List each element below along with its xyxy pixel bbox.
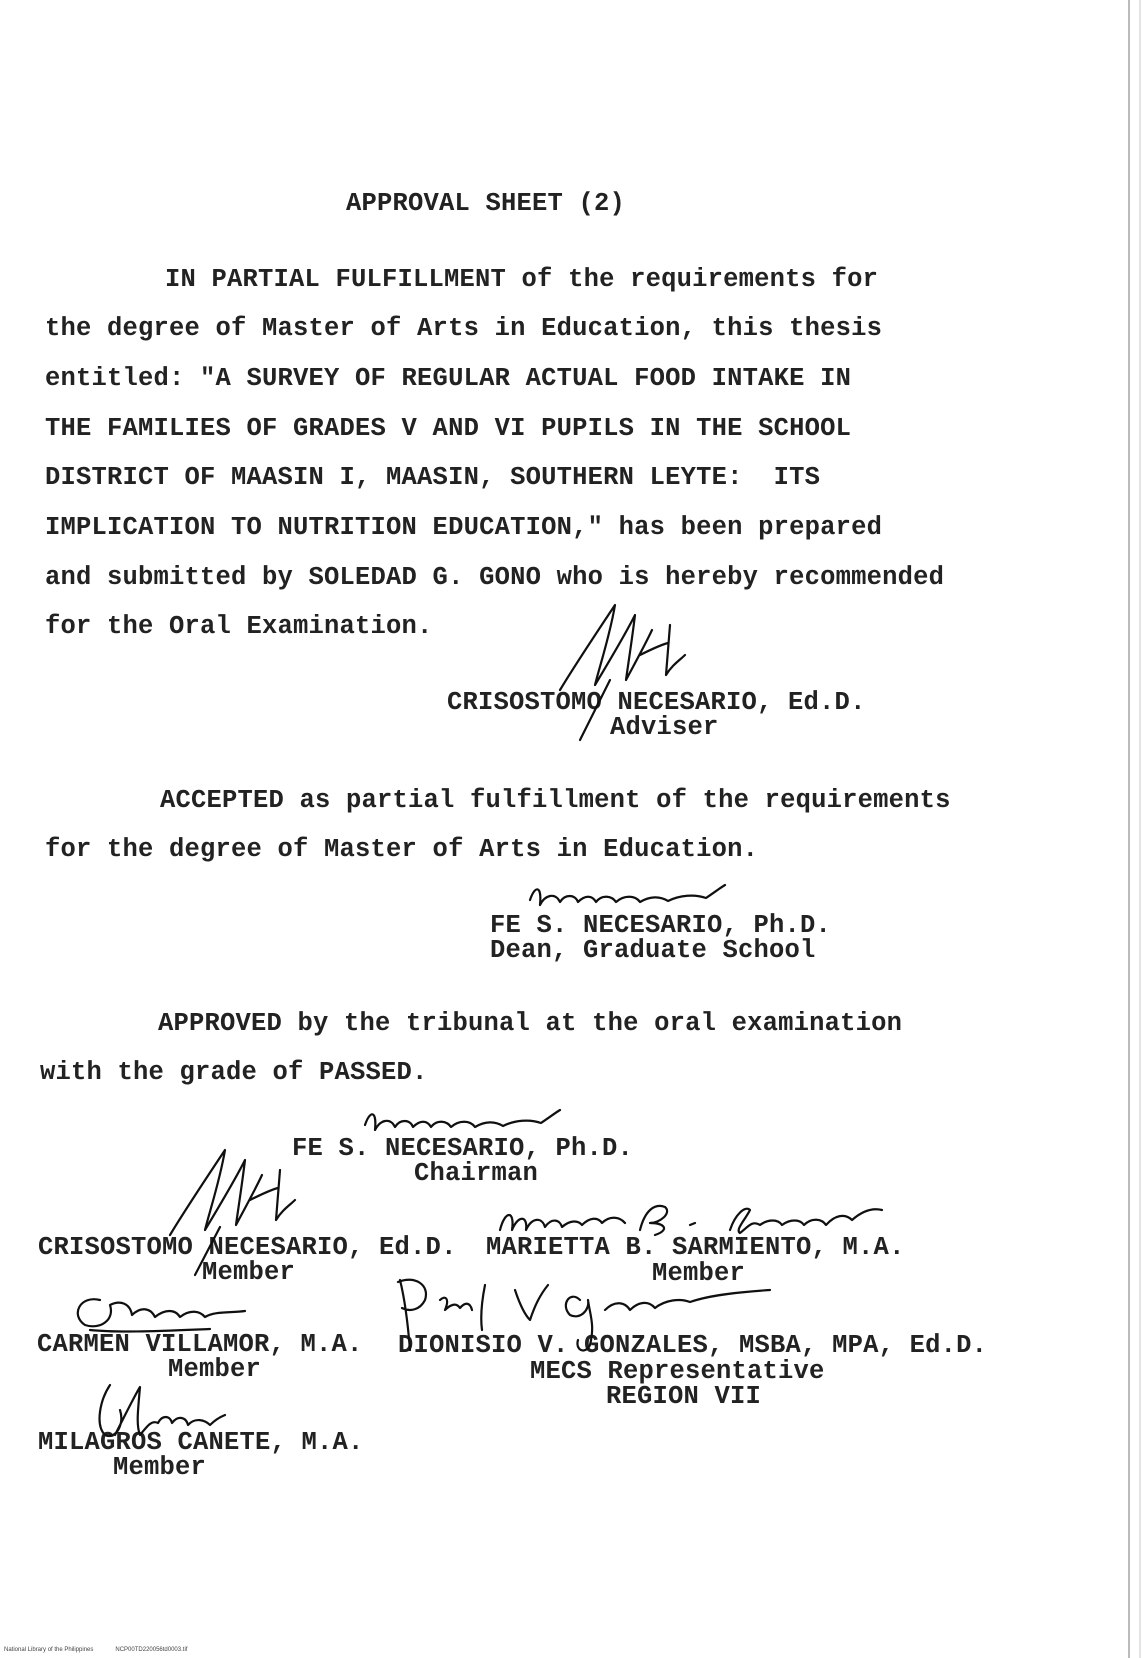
recommendation-line: THE FAMILIES OF GRADES V AND VI PUPILS IN THE SCHOOL bbox=[45, 414, 852, 443]
member-name-villamor: CARMEN VILLAMOR, M.A. bbox=[37, 1330, 363, 1359]
adviser-role: Adviser bbox=[610, 713, 719, 742]
member-name-necesario: CRISOSTOMO NECESARIO, Ed.D. bbox=[38, 1233, 457, 1262]
member-role-villamor: Member bbox=[168, 1355, 262, 1384]
signature-sarmiento bbox=[490, 1195, 910, 1245]
acceptance-line: for the degree of Master of Arts in Education. bbox=[45, 835, 759, 864]
member-role-canete: Member bbox=[113, 1453, 207, 1482]
member-name-canete: MILAGROS CANETE, M.A. bbox=[38, 1428, 364, 1457]
chairman-role: Chairman bbox=[414, 1159, 539, 1188]
signature-gonzales bbox=[390, 1270, 790, 1360]
approval-line: APPROVED by the tribunal at the oral examination bbox=[158, 1009, 903, 1038]
signature-dean bbox=[520, 880, 740, 920]
approval-line: with the grade of PASSED. bbox=[40, 1058, 428, 1087]
member-name-gonzales: DIONISIO V. GONZALES, MSBA, MPA, Ed.D. bbox=[398, 1331, 988, 1360]
recommendation-line: IMPLICATION TO NUTRITION EDUCATION," has been prepared bbox=[45, 513, 883, 542]
footer-library: National Library of the Philippines bbox=[4, 1647, 94, 1653]
signature-canete bbox=[90, 1375, 240, 1450]
signature-chairman bbox=[355, 1105, 575, 1145]
member-role-sarmiento: Member bbox=[652, 1259, 746, 1288]
recommendation-line: entitled: "A SURVEY OF REGULAR ACTUAL FOOD INTAKE IN bbox=[45, 364, 852, 393]
document-title: APPROVAL SHEET (2) bbox=[346, 189, 626, 218]
scan-footer bbox=[4, 1646, 209, 1654]
signature-necesario-member bbox=[150, 1135, 320, 1285]
adviser-name: CRISOSTOMO NECESARIO, Ed.D. bbox=[447, 688, 866, 717]
chairman-name: FE S. NECESARIO, Ph.D. bbox=[292, 1134, 634, 1163]
signature-adviser bbox=[540, 585, 710, 745]
footer-file-id: NCP00TD220056td0003.tif bbox=[115, 1647, 188, 1653]
dean-name: FE S. NECESARIO, Ph.D. bbox=[490, 911, 832, 940]
recommendation-line: for the Oral Examination. bbox=[45, 612, 433, 641]
member-role-gonzales: MECS Representative bbox=[530, 1357, 825, 1386]
member-region-gonzales: REGION VII bbox=[606, 1382, 762, 1411]
dean-role: Dean, Graduate School bbox=[490, 936, 816, 965]
member-role-necesario: Member bbox=[202, 1258, 296, 1287]
signature-villamor bbox=[60, 1285, 260, 1345]
acceptance-line: ACCEPTED as partial fulfillment of the requirements bbox=[160, 786, 951, 815]
member-name-sarmiento: MARIETTA B. SARMIENTO, M.A. bbox=[486, 1233, 905, 1262]
recommendation-line: and submitted by SOLEDAD G. GONO who is hereby recommended bbox=[45, 563, 945, 592]
recommendation-line: the degree of Master of Arts in Education, this thesis bbox=[45, 314, 883, 343]
scan-edge-line bbox=[1128, 0, 1130, 1658]
recommendation-line: IN PARTIAL FULFILLMENT of the requirements for bbox=[165, 265, 879, 294]
scan-edge-line bbox=[1139, 0, 1141, 1658]
recommendation-line: DISTRICT OF MAASIN I, MAASIN, SOUTHERN LEYTE: ITS bbox=[45, 463, 821, 492]
